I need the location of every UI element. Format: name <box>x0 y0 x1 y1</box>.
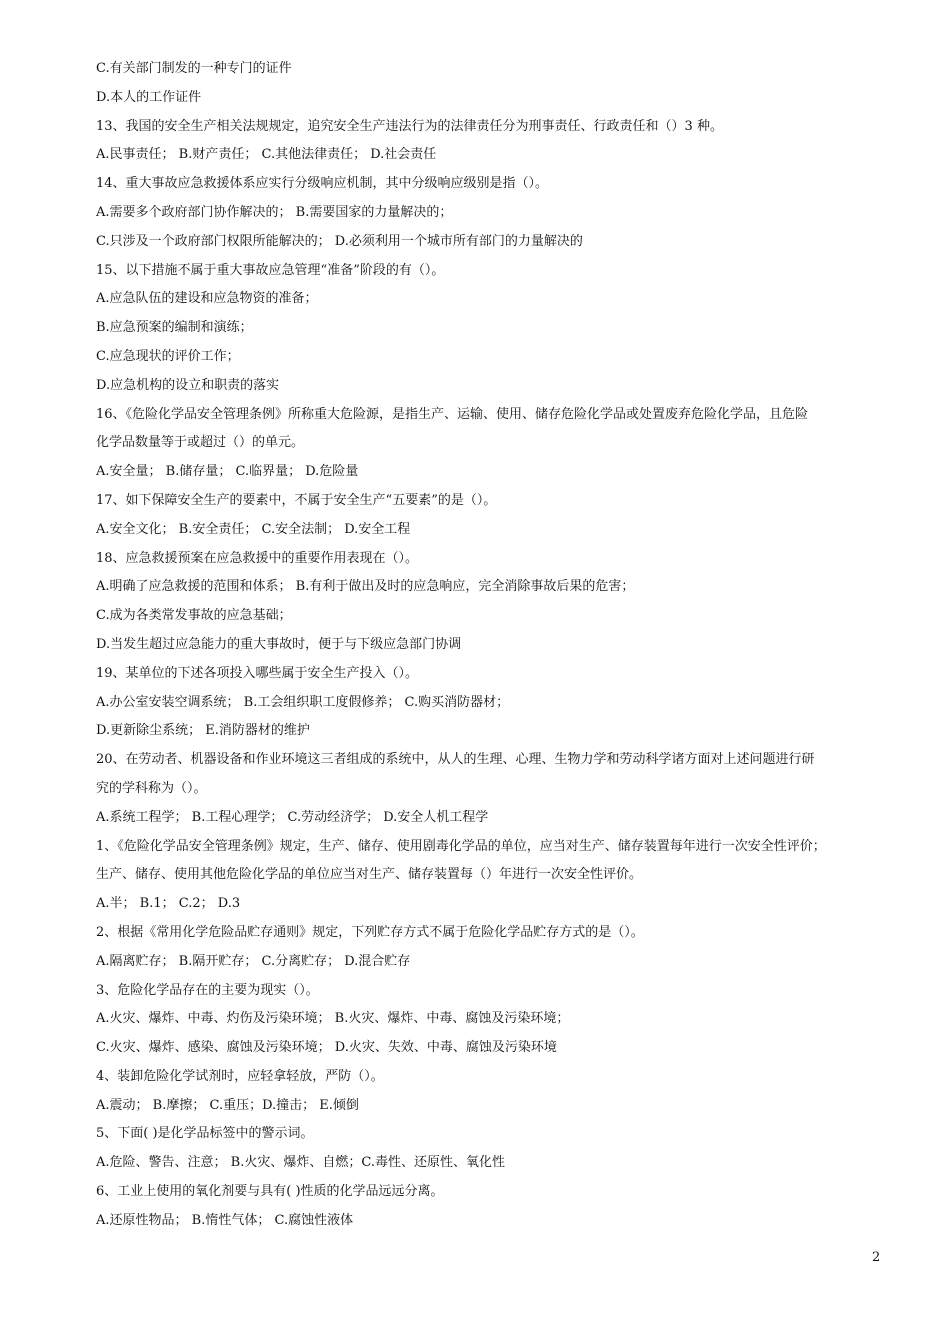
text-line: A.系统工程学； B.工程心理学； C.劳动经济学； D.安全人机工程学 <box>96 809 489 825</box>
text-line: D.更新除尘系统； E.消防器材的维护 <box>96 723 310 739</box>
text-line: D.本人的工作证件 <box>96 89 202 105</box>
text-line: A.隔离贮存； B.隔开贮存； C.分离贮存； D.混合贮存 <box>96 953 411 969</box>
text-line: 15、以下措施不属于重大事故应急管理“准备”阶段的有（）。 <box>96 262 445 278</box>
text-line: D.当发生超过应急能力的重大事故时，便于与下级应急部门协调 <box>96 636 462 652</box>
text-line: 4、装卸危险化学试剂时，应轻拿轻放，严防（）。 <box>96 1068 384 1084</box>
text-line: 1、《危险化学品安全管理条例》规定，生产、储存、使用剧毒化学品的单位，应当对生产、储存装置每年进行一次安全性评价； <box>96 838 826 854</box>
text-line: 2、根据《常用化学危险品贮存通则》规定，下列贮存方式不属于危险化学品贮存方式的是（）。 <box>96 924 644 940</box>
text-line: A.火灾、爆炸、中毒、灼伤及污染环境； B.火灾、爆炸、中毒、腐蚀及污染环境； <box>96 1011 570 1027</box>
text-line: 17、如下保障安全生产的要素中，不属于安全生产“五要素”的是（）。 <box>96 492 497 508</box>
text-line: C.只涉及一个政府部门权限所能解决的； D.必须利用一个城市所有部门的力量解决的 <box>96 233 583 249</box>
text-line: A.半； B.1； C.2； D.3 <box>96 896 241 912</box>
text-line: 19、某单位的下述各项投入哪些属于安全生产投入（）。 <box>96 665 419 681</box>
text-line: 18、应急救援预案在应急救援中的重要作用表现在（）。 <box>96 550 419 566</box>
text-line: C.应急现状的评价工作； <box>96 348 240 364</box>
text-line: 20、在劳动者、机器设备和作业环境这三者组成的系统中，从人的生理、心理、生物力学和劳动科学诸方面对上述问题进行研 <box>96 752 815 768</box>
document-body <box>96 55 886 1236</box>
text-line: A.安全量； B.储存量； C.临界量； D.危险量 <box>96 464 359 480</box>
text-line: C.火灾、爆炸、感染、腐蚀及污染环境； D.火灾、失效、中毒、腐蚀及污染环境 <box>96 1040 557 1056</box>
text-line: A.还原性物品； B.惰性气体； C.腐蚀性液体 <box>96 1212 354 1228</box>
text-line: A.需要多个政府部门协作解决的； B.需要国家的力量解决的； <box>96 204 453 220</box>
text-line: 16、《危险化学品安全管理条例》所称重大危险源，是指生产、运输、使用、储存危险化学品或处置废弃危险化学品，且危险 <box>96 406 809 422</box>
text-line: 化学品数量等于或超过（）的单元。 <box>96 435 305 451</box>
text-line: 3、危险化学品存在的主要为现实（）。 <box>96 982 319 998</box>
text-line: B.应急预案的编制和演练； <box>96 320 253 336</box>
text-line: A.震动； B.摩擦； C.重压；D.撞击； E.倾倒 <box>96 1097 359 1113</box>
text-line: A.应急队伍的建设和应急物资的准备； <box>96 291 318 307</box>
text-line: 究的学科称为（）。 <box>96 780 207 796</box>
text-line: 14、重大事故应急救援体系应实行分级响应机制，其中分级响应级别是指（）。 <box>96 176 549 192</box>
text-line: C.成为各类常发事故的应急基础； <box>96 608 292 624</box>
text-line: A.办公室安装空调系统； B.工会组织职工度假修养； C.购买消防器材； <box>96 694 510 710</box>
page-number: 2 <box>872 1250 881 1265</box>
text-line: 生产、储存、使用其他危险化学品的单位应当对生产、储存装置每（）年进行一次安全性评价。 <box>96 867 643 883</box>
text-line: C.有关部门制发的一种专门的证件 <box>96 61 292 76</box>
text-line: A.明确了应急救援的范围和体系； B.有利于做出及时的应急响应，完全消除事故后果的危害； <box>96 579 635 595</box>
text-line: A.安全文化； B.安全责任； C.安全法制； D.安全工程 <box>96 521 411 537</box>
text-line: 13、我国的安全生产相关法规规定，追究安全生产违法行为的法律责任分为刑事责任、行政责任和（）3 种。 <box>96 118 723 134</box>
text-line: 6、工业上使用的氧化剂要与具有( )性质的化学品远远分离。 <box>96 1184 444 1200</box>
text-line: D.应急机构的设立和职责的落实 <box>96 377 280 393</box>
text-line: A.危险、警告、注意； B.火灾、爆炸、自燃；C.毒性、还原性、氧化性 <box>96 1155 505 1171</box>
text-line: A.民事责任； B.财产责任； C.其他法律责任； D.社会责任 <box>96 147 437 163</box>
text-line: 5、下面( )是化学品标签中的警示词。 <box>96 1126 314 1142</box>
